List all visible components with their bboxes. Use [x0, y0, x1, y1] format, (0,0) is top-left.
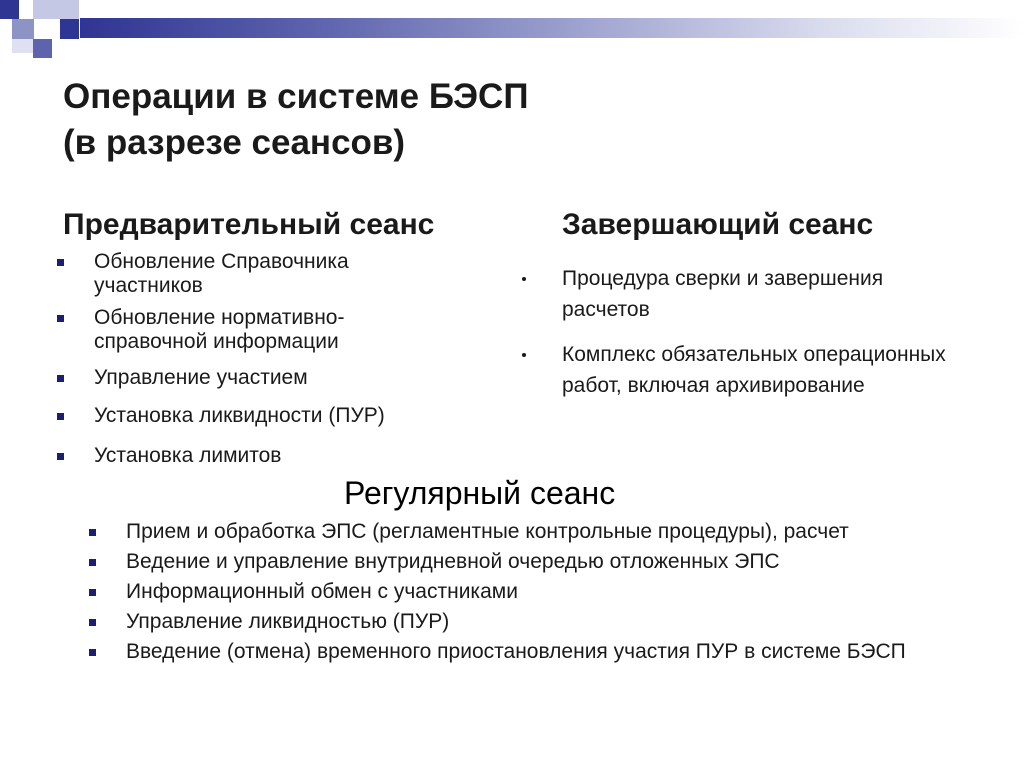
slide-title-line-2: (в разрезе сеансов)	[63, 123, 406, 162]
final-session-heading: Завершающий сеанс	[562, 208, 874, 241]
regular-session-heading: Регулярный сеанс	[344, 475, 616, 511]
decor-square-3	[60, 0, 79, 19]
decor-square-7	[12, 39, 33, 53]
square-bullet-icon	[57, 375, 64, 382]
regular-session-list	[126, 520, 946, 664]
slide-title	[63, 74, 528, 166]
decor-square-1	[0, 0, 19, 19]
list-item: Информационный обмен с участниками	[126, 580, 946, 604]
list-item: Обновление Справочника участников	[94, 250, 434, 298]
decor-square-2	[33, 0, 60, 19]
list-item: Введение (отмена) временного приостановления участия ПУР в системе БЭСП	[126, 640, 946, 664]
decor-square-5	[60, 19, 79, 39]
preliminary-session-heading: Предварительный сеанс	[63, 208, 435, 241]
list-item: Ведение и управление внутридневной очередью отложенных ЭПС	[126, 550, 946, 574]
decor-square-4	[12, 19, 34, 39]
dot-bullet-icon	[522, 277, 526, 281]
list-item: Установка лимитов	[94, 444, 434, 468]
list-item: Прием и обработка ЭПС (регламентные контрольные процедуры), расчет	[126, 520, 946, 544]
slide-title-line-1: Операции в системе БЭСП	[63, 77, 529, 116]
square-bullet-icon	[57, 413, 64, 420]
square-bullet-icon	[57, 259, 64, 266]
square-bullet-icon	[89, 619, 96, 626]
list-item: Установка ликвидности (ПУР)	[94, 404, 434, 428]
list-item: Комплекс обязательных операционных работ, включая архивирование	[562, 339, 962, 401]
dot-bullet-icon	[522, 353, 526, 357]
decor-square-6	[33, 39, 52, 58]
preliminary-session-list	[94, 250, 434, 468]
square-bullet-icon	[89, 529, 96, 536]
header-gradient-bar	[80, 18, 1024, 38]
square-bullet-icon	[57, 453, 64, 460]
square-bullet-icon	[89, 649, 96, 656]
square-bullet-icon	[57, 315, 64, 322]
list-item: Управление участием	[94, 366, 434, 390]
final-session-list	[562, 263, 962, 401]
list-item: Процедура сверки и завершения расчетов	[562, 263, 962, 325]
list-item: Управление ликвидностью (ПУР)	[126, 610, 946, 634]
square-bullet-icon	[89, 559, 96, 566]
square-bullet-icon	[89, 589, 96, 596]
list-item: Обновление нормативно-справочной информации	[94, 306, 434, 354]
